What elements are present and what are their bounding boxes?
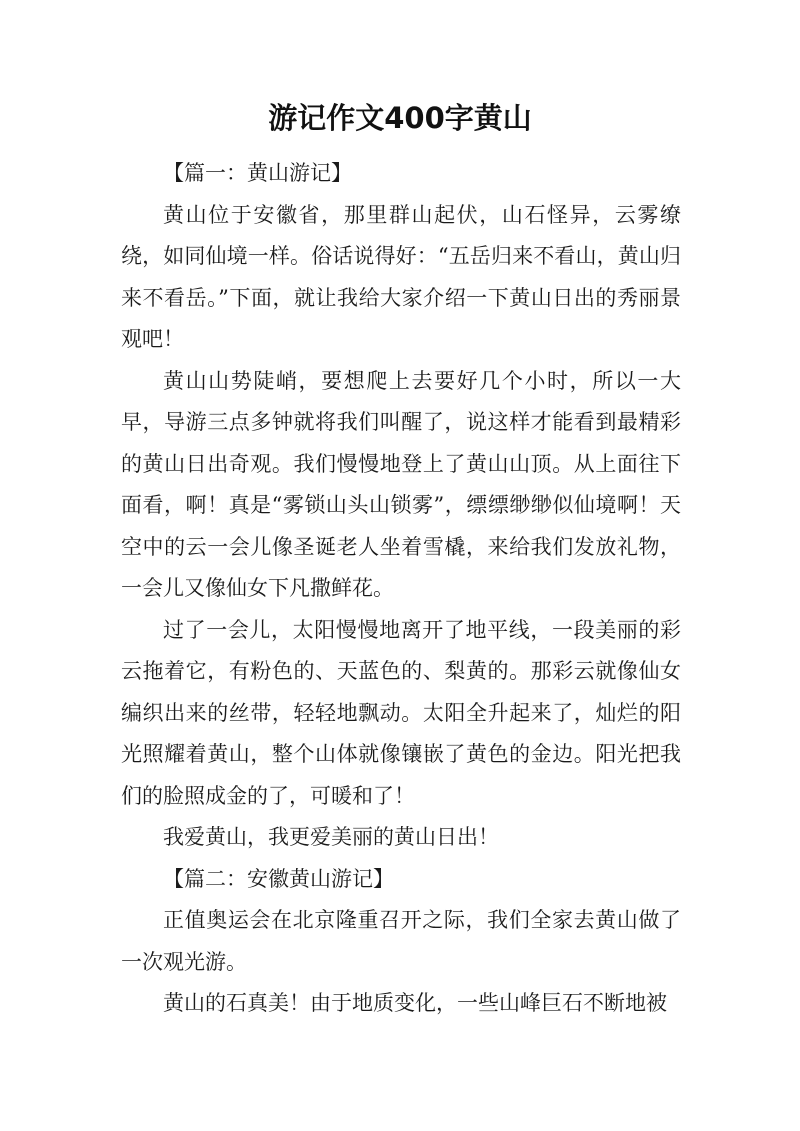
paragraph: 过了一会儿，太阳慢慢地离开了地平线，一段美丽的彩云拖着它，有粉色的、天蓝色的、梨黄的。那彩云就像仙女编织出来的丝带，轻轻地飘动。太阳全升起来了，灿烂的阳光照耀着黄山，整个山体就像镶嵌了黄色的金边。阳光把我们的脸照成金的了，可暖和了！ <box>121 617 681 808</box>
paragraph: 黄山的石真美！由于地质变化，一些山峰巨石不断地被 <box>163 991 667 1015</box>
paragraph: 正值奥运会在北京隆重召开之际，我们全家去黄山做了一次观光游。 <box>121 908 681 974</box>
section-heading-2: 【篇二：安徽黄山游记】 <box>163 866 394 891</box>
section-heading-1: 【篇一：黄山游记】 <box>163 161 352 185</box>
paragraph: 黄山位于安徽省，那里群山起伏，山石怪异，云雾缭绕，如同仙境一样。俗话说得好：“五岳归来不看山，黄山归来不看岳。”下面，就让我给大家介绍一下黄山日出的秀丽景观吧！ <box>121 202 681 351</box>
document-body <box>121 153 681 1025</box>
paragraph: 我爱黄山，我更爱美丽的黄山日出！ <box>163 825 499 849</box>
paragraph: 黄山山势陡峭，要想爬上去要好几个小时，所以一大早，导游三点多钟就将我们叫醒了，说这样才能看到最精彩的黄山日出奇观。我们慢慢地登上了黄山山顶。从上面往下面看，啊！真是“雾锁山头山锁雾”，缥缥缈缈似仙境啊！天空中的云一会儿像圣诞老人坐着雪橇，来给我们发放礼物，一会儿又像仙女下凡撒鲜花。 <box>121 368 681 600</box>
document-title: 游记作文400字黄山 <box>268 101 532 135</box>
